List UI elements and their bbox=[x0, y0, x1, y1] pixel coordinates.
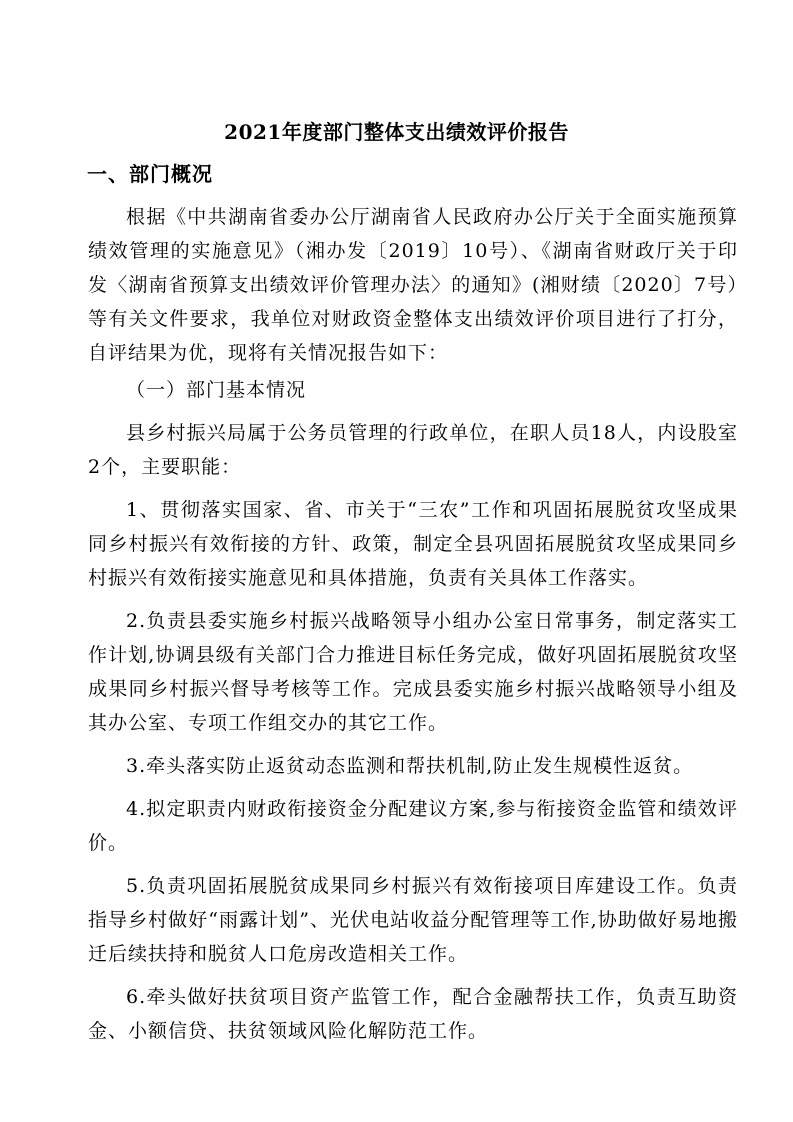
subsection-heading-basic-info: （一）部门基本情况 bbox=[126, 379, 307, 401]
duty-item: 5.负责巩固拓展脱贫成果同乡村振兴有效衔接项目库建设工作。负责指导乡村做好“雨露计划”、光伏电站收益分配管理等工作,协助做好易地搬迁后续扶持和脱贫人口危房改造相关工作。 bbox=[88, 875, 738, 965]
intro-paragraph: 根据《中共湖南省委办公厅湖南省人民政府办公厅关于全面实施预算绩效管理的实施意见》（湘办发〔2019〕10号）、《湖南省财政厅关于印发〈湖南省预算支出绩效评价管理办法〉的通知》(湘财绩〔2020〕7号）等有关文件要求，我单位对财政资金整体支出绩效评价项目进行了打分，自评结果为优，现将有关情况报告如下： bbox=[88, 206, 738, 364]
document-body bbox=[88, 200, 738, 1048]
document-title: 2021年度部门整体支出绩效评价报告 bbox=[224, 120, 569, 144]
duty-item: 3.牵头落实防止返贫动态监测和帮扶机制,防止发生规模性返贫。 bbox=[126, 755, 694, 777]
duty-item: 6.牵头做好扶贫项目资产监管工作，配合金融帮扶工作，负责互助资金、小额信贷、扶贫领域风险化解防范工作。 bbox=[88, 986, 738, 1042]
duty-item: 1、贯彻落实国家、省、市关于“三农”工作和巩固拓展脱贫攻坚成果同乡村振兴有效衔接的方针、政策，制定全县巩固拓展脱贫攻坚成果同乡村振兴有效衔接实施意见和具体措施，负责有关具体工作落实。 bbox=[88, 499, 738, 589]
duty-item: 4.拟定职责内财政衔接资金分配建议方案,参与衔接资金监管和绩效评价。 bbox=[88, 798, 738, 854]
section-heading-overview: 一、部门概况 bbox=[87, 162, 213, 186]
basic-info-paragraph: 县乡村振兴局属于公务员管理的行政单位，在职人员18人，内设股室2个，主要职能： bbox=[88, 422, 738, 478]
duty-item: 2.负责县委实施乡村振兴战略领导小组办公室日常事务，制定落实工作计划,协调县级有关部门合力推进目标任务完成，做好巩固拓展脱贫攻坚成果同乡村振兴督导考核等工作。完成县委实施乡村振兴战略领导小组及其办公室、专项工作组交办的其它工作。 bbox=[88, 610, 738, 734]
